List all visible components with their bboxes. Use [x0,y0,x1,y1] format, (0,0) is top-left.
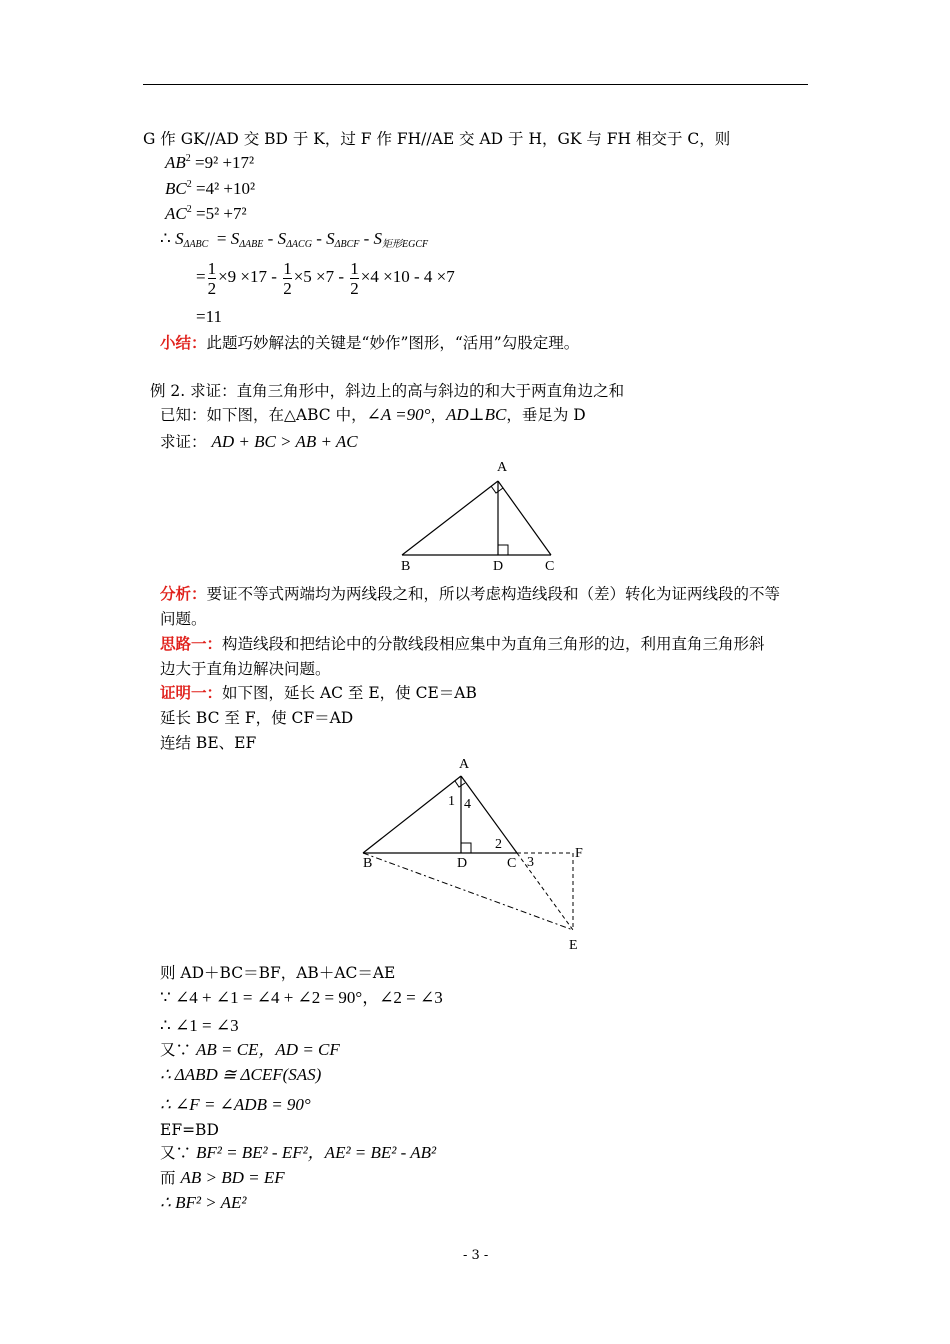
summary: 小结：此题巧妙解法的关键是“妙作”图形，“活用”勾股定理。 [160,333,580,352]
analysis-line2: 问题。 [160,610,207,628]
label-angle1: 1 [448,794,455,809]
label-angle4: 4 [464,797,471,812]
label-b2: B [363,856,373,871]
label-angle3: 3 [527,855,534,870]
step-5: ∴ ΔABD ≅ ΔCEF(SAS) [160,1065,322,1084]
example2-given: 已知：如下图，在△ABC 中，∠A =90°，AD⊥BC，垂足为 D [160,405,586,424]
step-4: 又∵ AB = CE，AD = CF [160,1040,340,1059]
intro-line: G 作 GK//AD 交 BD 于 K，过 F 作 FH//AE 交 AD 于 H，GK 与 FH 相交于 C，则 [143,130,731,148]
step-9: 而 AB > BD = EF [160,1168,285,1187]
label-c2: C [507,856,517,871]
equation-bc: $BC^2 =4^2 +10^2$ [165,179,256,198]
analysis-line1: 分析：要证不等式两端均为两线段之和，所以考虑构造线段和（差）转化为证两线段的不等 [160,584,781,603]
step-7: EF=BD [160,1121,219,1139]
calculation-line: = $\frac{1}{2}$ ×9 ×17 - $\frac{1}{2}$ ×5 ×7 - $\frac{1}{2}$ ×4 ×10 - 4 ×7 [196,258,455,298]
label-a2: A [459,757,470,772]
calculation-result: =11 [196,307,222,326]
idea1-line1: 思路一：构造线段和把结论中的分散线段相应集中为直角三角形的边，利用直角三角形斜 [160,634,765,653]
step-6: ∴ ∠F = ∠ADB = 90° [160,1095,311,1114]
label-c: C [545,559,555,574]
equation-ac: $AC^2 =5^2 +7^2$ [165,204,247,223]
label-d: D [493,559,504,574]
figure-construction [355,752,595,957]
step-3: ∴ ∠1 = ∠3 [160,1016,239,1035]
example2-prove: 求证： AD + BC > AB + AC [160,432,358,451]
proof1-line2: 延长 BC 至 F，使 CF＝AD [160,709,354,727]
area-equation: ∴ $S_{\Delta ABC} = S_{\Delta ABE} - S_{\Delta ACG} - S_{\Delta BCF} - S_{矩形EGCF}$ [160,229,429,250]
proof1-line1: 证明一：如下图，延长 AC 至 E，使 CE＝AB [160,683,477,702]
label-d2: D [457,856,468,871]
label-b: B [401,559,411,574]
step-2: ∵ ∠4 + ∠1 = ∠4 + ∠2 = 90°，∠2 = ∠3 [160,988,443,1007]
step-10: ∴ BF² > AE² [160,1193,247,1212]
label-e2: E [569,938,578,953]
proof1-line3: 连结 BE、EF [160,734,257,752]
label-angle2: 2 [495,837,502,852]
idea1-line2: 边大于直角边解决问题。 [160,660,331,678]
page-number: - 3 - [463,1248,489,1263]
label-f2: F [575,846,583,861]
equation-ab: $AB^2 =9^2 +17^2$ [165,153,255,172]
figure-right-triangle [390,455,570,577]
step-1: 则 AD＋BC＝BF，AB＋AC＝AE [160,964,396,982]
label-a: A [497,460,508,475]
header-rule [143,84,808,85]
step-8: 又∵ BF² = BE² - EF²，AE² = BE² - AB² [160,1143,437,1162]
example2-title: 例 2. 求证：直角三角形中，斜边上的高与斜边的和大于两直角边之和 [150,382,625,400]
